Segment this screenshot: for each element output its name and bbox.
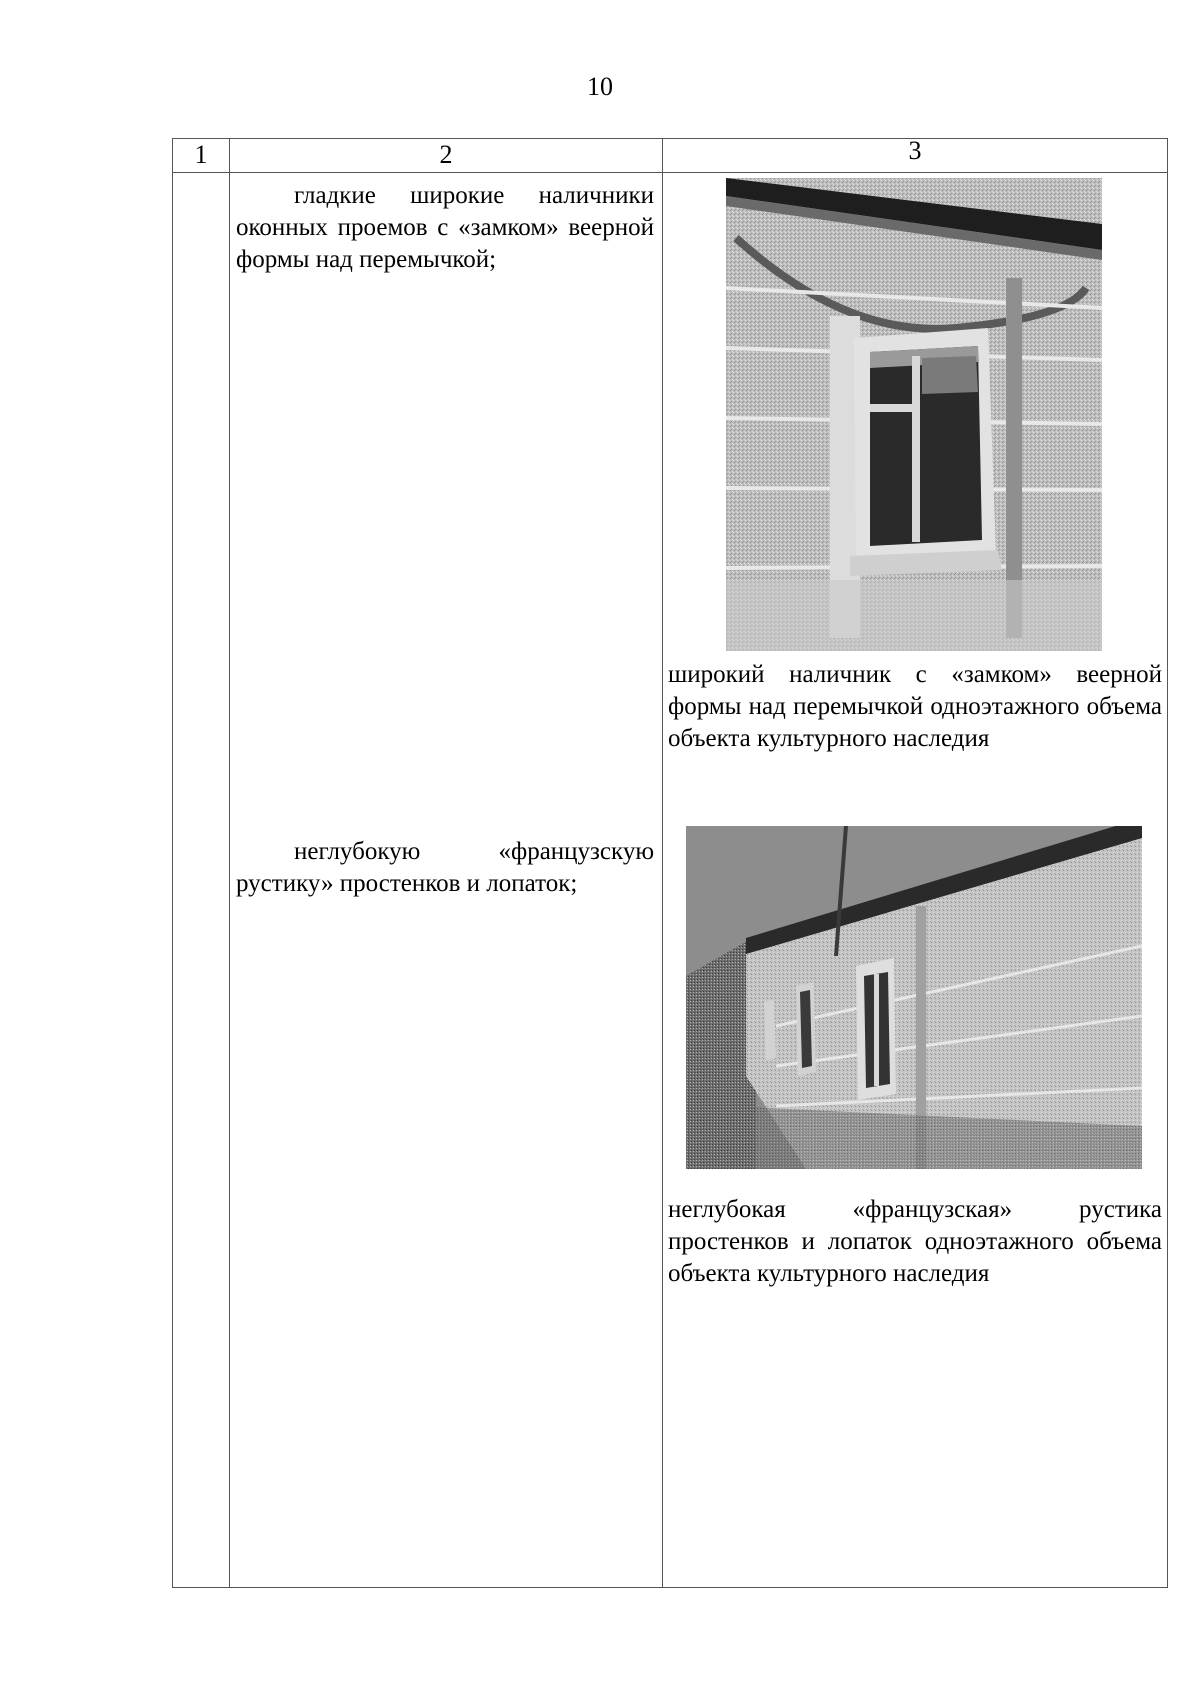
feature-text-rustication: неглубокую «французскую рустику» простенков и лопаток;: [236, 838, 654, 897]
table-border-bottom: [172, 1587, 1168, 1588]
heritage-table: [172, 138, 1168, 1588]
column-header-2: 2: [439, 140, 453, 169]
facade-rustication-photo: [686, 826, 1142, 1169]
column-divider-2: [662, 138, 663, 1588]
photo-caption-rustication: неглубокая «французская» рустика простенков и лопаток одноэтажного объема объекта культурного наследия: [668, 1196, 1162, 1287]
table-border-left: [172, 138, 173, 1588]
page-number: 10: [587, 72, 613, 101]
photo-caption-window-casing: широкий наличник с «замком» веерной формы над перемычкой одноэтажного объема объекта культурного наследия: [668, 661, 1162, 752]
column-divider-1: [229, 138, 230, 1588]
column-header-3: 3: [908, 136, 922, 165]
window-casing-photo: [726, 178, 1102, 651]
feature-text-window-casings: гладкие широкие наличники оконных проемов с «замком» веерной формы над перемычкой;: [236, 182, 654, 273]
column-header-1: 1: [194, 140, 208, 169]
table-border-right: [1167, 138, 1168, 1588]
header-divider: [172, 172, 1168, 173]
